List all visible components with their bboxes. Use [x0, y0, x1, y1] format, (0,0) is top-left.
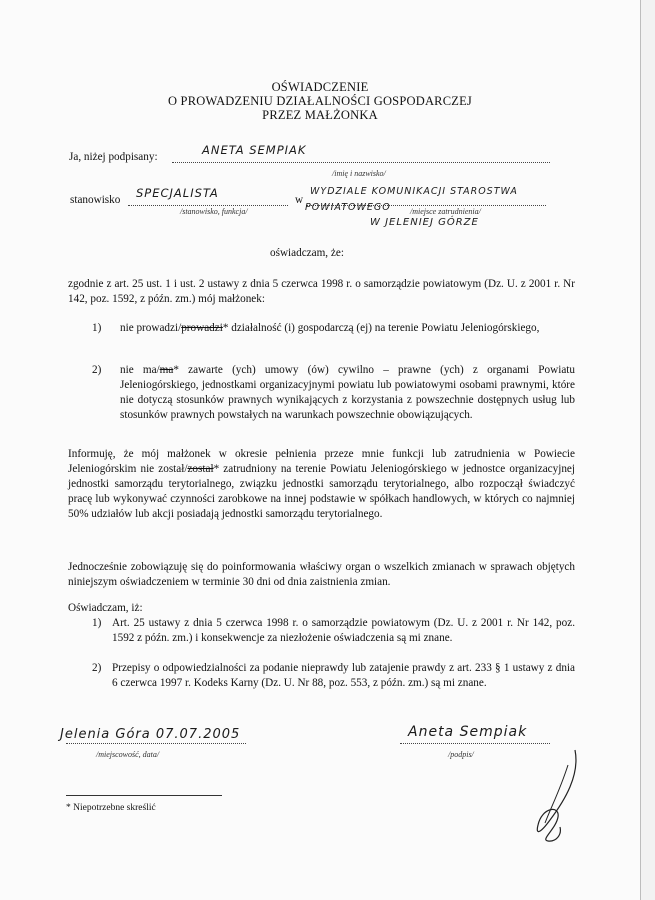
- point2-1-text: Art. 25 ustawy z dnia 5 czerwca 1998 r. o samorządzie powiatowym (Dz. U. z 2001 r. Nr 142, poz. 1592 z późn. zm.) i konsekwencje za niezłożenie oświadczenia są mi znane.: [112, 617, 575, 644]
- workplace-line-3: W JELENIEJ GÓRZE: [370, 217, 479, 228]
- position-value: SPECJALISTA: [136, 186, 219, 200]
- title-line-3: PRZEZ MAŁŻONKA: [262, 108, 378, 122]
- point2-1-number: 1): [92, 617, 102, 629]
- point-1-number: 1): [92, 322, 102, 334]
- point2-2-number: 2): [92, 662, 102, 674]
- point-1-text: nie prowadzi/prowadzi* działalność (i) gospodarczą (ej) na terenie Powiatu Jeleniogórskiego,: [120, 322, 540, 334]
- name-caption: /imię i nazwisko/: [332, 169, 386, 178]
- title-line-1: OŚWIADCZENIE: [271, 80, 369, 94]
- position-caption: /stanowisko, funkcja/: [180, 207, 248, 216]
- workplace-line-2: POWIATOWEGO: [305, 202, 391, 213]
- signature-value: Aneta Sempiak: [408, 724, 528, 740]
- intro-paragraph: zgodnie z art. 25 ust. 1 i ust. 2 ustawy z dnia 5 czerwca 1998 r. o samorządzie powiatowym (Dz. U. z 2001 r. Nr 142, poz. 1592, z późn. zm.) mój małżonek:: [68, 278, 575, 305]
- point-2-number: 2): [92, 364, 102, 376]
- place-date-caption: /miejscowość, data/: [96, 750, 160, 759]
- workplace-caption: /miejsce zatrudnienia/: [410, 207, 481, 216]
- signatory-prefix: Ja, niżej podpisany:: [69, 151, 158, 163]
- point-2-text: nie ma/ma* zawarte (ych) umowy (ów) cywilno – prawne (ych) z organami Powiatu Jeleniogórskiego, jednostkami organizacyjnymi powiatu lub powiatowymi osobami prawnymi, które nie dotyczą stosunków prawnych wynikających z korzystania z powszechnie dostępnych usług lub stosunków prawnych powstałych na warunkach powszechnie obowiązujących.: [120, 364, 575, 421]
- workplace-line-1: WYDZIALE KOMUNIKACJI STAROSTWA: [310, 186, 518, 197]
- footnote-divider: [66, 795, 222, 796]
- inform-paragraph: Informuję, że mój małżonek w okresie pełnienia przeze mnie funkcji lub zatrudnienia w Powiecie Jeleniogórskim nie został/został* zatrudniony na terenie Powiatu Jeleniogórskiego w jednostce organizacyjnej jednostki samorządu terytorialnego, związku jednostki samorządu terytorialnego, albo rozpoczął świadczyć pracę lub wykonywać czynności zarobkowe na innej podstawie w spółkach handlowych, w których co najmniej 50% udziałów lub akcji posiadają jednostki samorządu terytorialnego.: [68, 448, 575, 520]
- obligation-paragraph: Jednocześnie zobowiązuję się do poinformowania właściwy organ o wszelkich zmianach w sprawach objętych niniejszym oświadczeniem w terminie 30 dni od dnia zaistnienia zmian.: [68, 561, 575, 588]
- title-line-2: O PROWADZENIU DZIAŁALNOŚCI GOSPODARCZEJ: [168, 94, 472, 108]
- declare-heading: oświadczam, że:: [270, 247, 344, 259]
- signatory-name: ANETA SEMPIAK: [202, 143, 307, 157]
- footnote: * Niepotrzebne skreślić: [66, 803, 156, 813]
- signature-scribble: [520, 745, 590, 845]
- signature-caption: /podpis/: [448, 750, 474, 759]
- place-date-value: Jelenia Góra 07.07.2005: [60, 727, 241, 742]
- position-label: stanowisko: [70, 194, 121, 206]
- declare2-heading: Oświadczam, iż:: [68, 602, 143, 614]
- point2-2-text: Przepisy o odpowiedzialności za podanie nieprawdy lub zatajenie prawdy z art. 233 § 1 ustawy z dnia 6 czerwca 1997 r. Kodeks Karny (Dz. U. Nr 88, poz. 553, z późn. zm.) są mi znane.: [112, 662, 575, 689]
- position-connector: w: [295, 194, 304, 206]
